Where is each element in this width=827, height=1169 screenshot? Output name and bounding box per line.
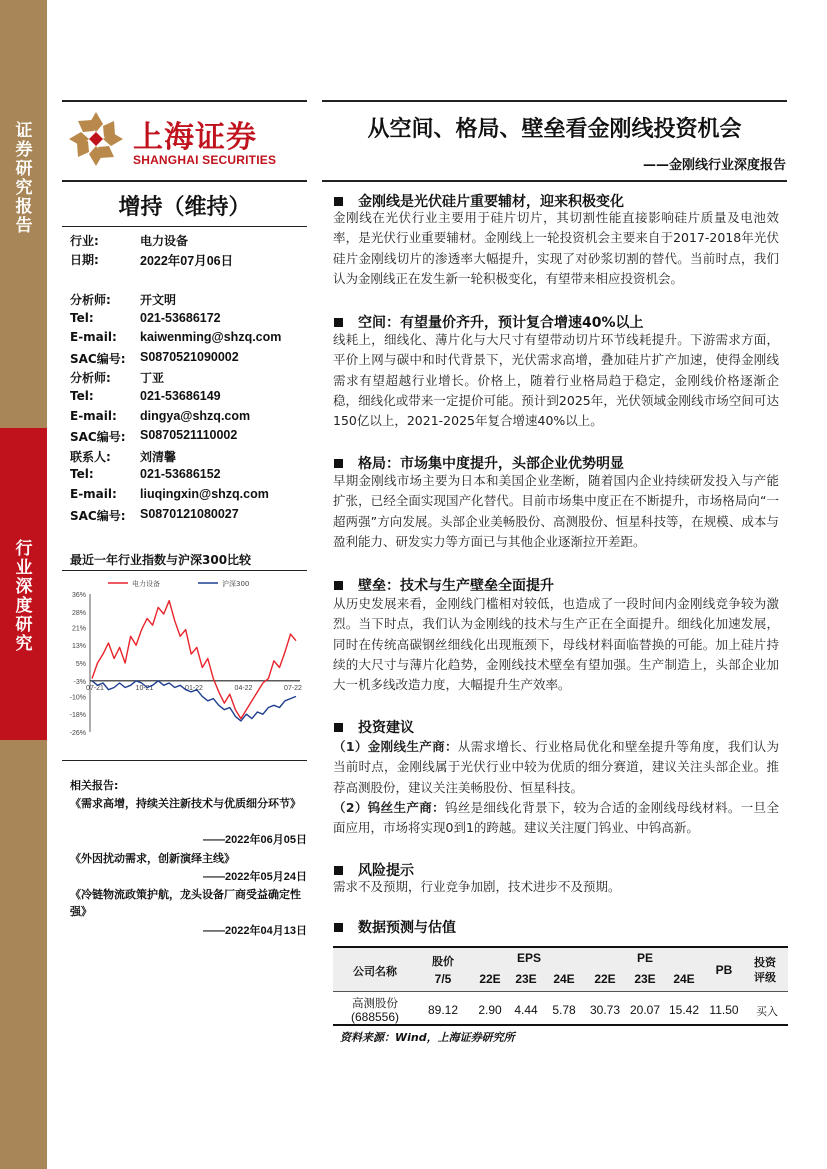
th-year: 22E: [479, 972, 501, 986]
chart-title: 最近一年行业指数与沪深300比较: [70, 553, 252, 567]
related-report-date: ——2022年05月24日: [203, 871, 307, 883]
section-heading-text: 风险提示: [358, 863, 414, 879]
series-line: [92, 601, 296, 719]
meta-key: 日期:: [70, 253, 99, 267]
investment-item: [333, 798, 779, 839]
table-cell-pe: 20.07: [629, 1003, 661, 1017]
table-company-code: (688556): [350, 1010, 400, 1024]
contact-value: dingya@shzq.com: [140, 408, 251, 423]
section-bullet-icon: [334, 723, 343, 732]
section-bullet-icon: [334, 318, 343, 327]
contact-value: 刘清馨: [140, 449, 177, 464]
th-year: 24E: [673, 972, 695, 986]
meta-key: 行业:: [70, 234, 99, 248]
side-strip-bottom: [0, 740, 47, 1169]
section-body: 金刚线在光伏行业主要用于硅片切片，其切割性能直接影响硅片质量及电池效率，是光伏行业重要辅材。金刚线上一轮投资机会主要来自于2017-2018年光伏硅片金刚线切片的渗透率大幅提升，实现了对砂浆切割的替代。当前时点，我们认为金刚线正在发生新一轮积极变化，有望带来相应投资机会。: [333, 210, 779, 286]
contact-key: 联系人:: [70, 449, 111, 464]
section-heading: [334, 717, 414, 737]
table-cell-pe: 15.42: [668, 1003, 700, 1017]
section-heading-text: 金刚线是光伏硅片重要辅材，迎来积极变化: [358, 194, 624, 210]
th-price: 股价: [432, 955, 454, 968]
related-report-title: 《需求高增，持续关注新技术与优质细分环节》: [70, 797, 301, 810]
legend-label: 沪深300: [222, 580, 250, 588]
th-price-date: 7/5: [434, 972, 452, 986]
contact-key: E-mail:: [70, 330, 117, 345]
company-logo-name: 上海证券: [133, 120, 257, 155]
contact-key: SAC编号:: [70, 508, 126, 523]
table-cell-eps: 4.44: [514, 1003, 538, 1017]
section-heading: [334, 453, 624, 473]
investment-item: [333, 737, 779, 798]
section-heading: [334, 575, 554, 595]
legend-label: 电力设备: [132, 580, 160, 588]
side-label-category: 行业深度研究: [15, 539, 33, 654]
contact-key: Tel:: [70, 389, 94, 403]
forecast-table-rule-mid: [333, 991, 788, 992]
y-tick-label: 36%: [71, 592, 86, 599]
section-heading-text: 格局：市场集中度提升，头部企业优势明显: [358, 456, 624, 472]
company-logo-icon: [67, 110, 125, 168]
x-tick-label: 07-21: [86, 684, 104, 692]
header-rule-left-top: [62, 100, 307, 102]
contact-key: 分析师:: [70, 293, 111, 307]
investment-item-text: 钨丝是细线化背景下，较为合适的金刚线母线材料。一旦全面应用，市场将实现0到1的跨越。建议关注厦门钨业、中钨高新。: [333, 800, 779, 836]
table-cell-eps: 5.78: [552, 1003, 576, 1017]
th-rating: 投资评级: [754, 956, 776, 984]
y-tick-label: -26%: [69, 730, 86, 737]
x-tick-label: 04-22: [234, 684, 253, 692]
y-tick-label: 21%: [71, 625, 86, 633]
x-tick-label: 01-22: [185, 684, 203, 692]
header-rule-left-bottom: [62, 180, 307, 182]
chart-rule-bottom: [62, 760, 307, 761]
contact-value: S0870121080027: [140, 506, 239, 521]
y-tick-label: 13%: [71, 643, 86, 651]
th-eps: EPS: [516, 951, 541, 965]
meta-value: 电力设备: [140, 234, 189, 248]
table-cell-rating: 买入: [756, 1005, 778, 1018]
header-rule-right-top: [322, 100, 787, 102]
contact-key: SAC编号:: [70, 430, 126, 445]
investment-item-text: 从需求增长、行业格局优化和壁垒提升等角度，我们认为当前时点，金刚线属于光伏行业中较为优质的细分赛道，建议关注头部企业。推荐高测股份，建议关注美畅股份、恒星科技。: [333, 739, 779, 795]
table-cell-price: 89.12: [427, 1003, 459, 1017]
section-heading-text: 数据预测与估值: [358, 920, 456, 936]
contact-value: 开文明: [140, 293, 177, 307]
section-bullet-icon: [334, 923, 343, 932]
rating-rule: [62, 226, 307, 227]
y-tick-label: -3%: [73, 678, 86, 686]
contact-value: liuqingxin@shzq.com: [140, 487, 269, 501]
section-bullet-icon: [334, 866, 343, 875]
section-heading-text: 投资建议: [358, 720, 414, 736]
header-rule-right-bottom: [322, 180, 787, 182]
section-body: 需求不及预期，行业竞争加剧，技术进步不及预期。: [333, 879, 621, 894]
forecast-table-rule-bottom: [333, 1024, 788, 1026]
contact-value: kaiwenming@shzq.com: [140, 330, 282, 345]
section-heading-text: 壁垒：技术与生产壁垒全面提升: [358, 578, 554, 594]
related-report-title: 《冷链物流政策护航，龙头设备厂商受益确定性强》: [70, 888, 301, 918]
section-body: 从历史发展来看，金刚线门槛相对较低，也造成了一段时间内金刚线竞争较为激烈。当下时点，我们认为金刚线的技术与生产正在全面提升。细线化加速发展，同时在传统高碳钢丝细线化出现瓶颈下，母线材料面临替换的可能。加上硅片持续的大尺寸与薄片化趋势，金刚线技术壁垒有望加强。生产制造上，头部企业加大一机多线改造力度，大幅提升生产效率。: [333, 596, 779, 693]
th-company: 公司名称: [353, 965, 397, 978]
contact-key: E-mail:: [70, 487, 117, 501]
x-tick-label: 07-22: [284, 684, 302, 692]
contact-key: E-mail:: [70, 408, 117, 423]
table-cell-pb: 11.50: [709, 1003, 739, 1017]
y-tick-label: 5%: [75, 661, 86, 668]
table-cell-eps: 2.90: [478, 1003, 502, 1017]
y-tick-label: 28%: [71, 609, 86, 617]
section-bullet-icon: [334, 197, 343, 206]
section-body: 线耗上，细线化、薄片化与大尺寸有望带动切片环节线耗提升。下游需求方面，平价上网与碳中和时代背景下，光伏需求高增，叠加硅片扩产加速，使得金刚线需求有望超越行业增长。价格上，随着行业格局趋于稳定，金刚线价格逐渐企稳，细线化或带来一定提价可能。预计到2025年，光伏领域金刚线市场空间可达150亿以上，2021-2025年复合增速40%以上。: [333, 332, 779, 429]
investment-item-lead: （2）钨丝生产商：: [333, 800, 445, 815]
contact-key: Tel:: [70, 467, 94, 482]
th-pe: PE: [636, 951, 653, 965]
data-source-note: 资料来源：Wind，上海证券研究所: [340, 1031, 515, 1044]
th-year: 24E: [553, 972, 575, 986]
related-reports-title: 相关报告:: [70, 779, 119, 792]
th-year: 23E: [515, 972, 537, 986]
investment-item-lead: （1）金刚线生产商：: [333, 739, 458, 754]
rating-label: 增持（维持）: [118, 195, 251, 220]
related-report-date: ——2022年06月05日: [203, 834, 307, 846]
meta-value: 2022年07月06日: [140, 254, 234, 268]
contact-key: Tel:: [70, 310, 94, 325]
side-label-report-type: 证券研究报告: [15, 121, 33, 236]
contact-value: 丁亚: [140, 371, 165, 386]
th-year: 22E: [594, 972, 616, 986]
section-bullet-icon: [334, 459, 343, 468]
related-report-date: ——2022年04月13日: [203, 925, 307, 937]
forecast-table-rule-top: [333, 946, 788, 948]
contact-key: 分析师:: [70, 371, 111, 386]
company-logo-english: SHANGHAI SECURITIES: [133, 153, 277, 167]
contact-value: S0870521110002: [140, 428, 238, 443]
y-tick-label: -18%: [69, 712, 86, 720]
report-title: 从空间、格局、壁垒看金刚线投资机会: [367, 116, 742, 142]
contact-key: SAC编号:: [70, 351, 126, 366]
th-pb: PB: [715, 963, 733, 977]
chart-rule-top: [62, 570, 307, 571]
contact-value: 021-53686152: [140, 467, 221, 482]
table-cell-pe: 30.73: [589, 1003, 621, 1017]
contact-value: 021-53686149: [140, 389, 221, 403]
table-company-name: 高测股份: [352, 996, 398, 1010]
report-subtitle: ——金刚线行业深度报告: [642, 158, 786, 173]
related-report-title: 《外因扰动需求，创新演绎主线》: [70, 852, 235, 865]
index-comparison-chart: [62, 574, 307, 754]
contact-value: S0870521090002: [140, 349, 239, 364]
th-year: 23E: [634, 972, 656, 986]
y-tick-label: -10%: [69, 694, 86, 702]
contact-value: 021-53686172: [140, 310, 221, 325]
section-heading: [334, 917, 456, 937]
section-bullet-icon: [334, 581, 343, 590]
section-body: 早期金刚线市场主要为日本和美国企业垄断，随着国内企业持续研发投入与产能扩张，已经全面实现国产化替代。目前市场集中度正在不断提升，市场格局向“一超两强”方向发展。头部企业美畅股份、高测股份、恒星科技等，在规模、成本与盈利能力、研发实力等方面已与其他企业逐渐拉开差距。: [333, 473, 779, 549]
section-heading: [334, 312, 644, 332]
section-heading-text: 空间：有望量价齐升，预计复合增速40%以上: [358, 315, 644, 331]
x-tick-label: 10-21: [135, 684, 154, 692]
